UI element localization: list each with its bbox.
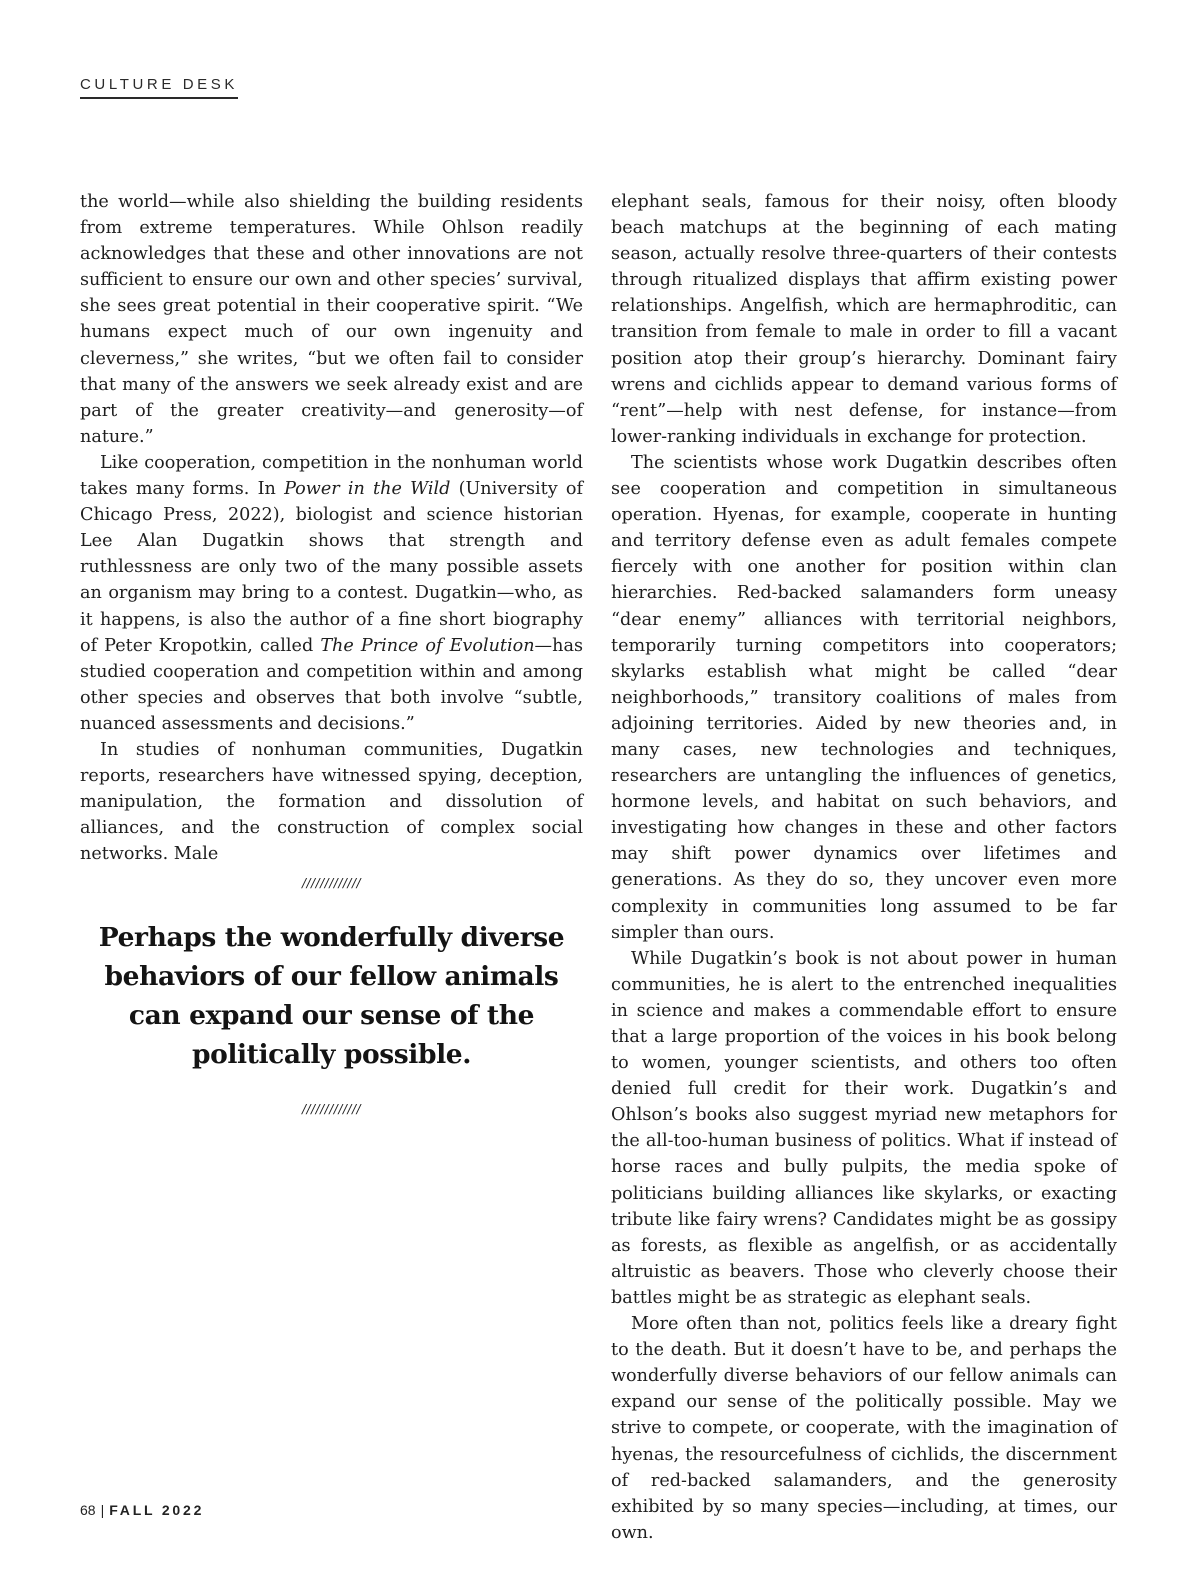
pull-quote-divider-top: ///////////// — [301, 876, 362, 890]
footer-separator: | — [100, 1502, 105, 1518]
pull-quote: Perhaps the wonderfully diverse behaviors of our fellow animals can expand our sense of the politically possible. — [98, 922, 565, 1070]
paragraph: While Dugatkin’s book is not about power in human communities, he is alert to the entrenched inequalities in science and makes a commendable effort to ensure that a large proportion of the voices in his book belong to women, younger scientists, and others too often denied full credit for their work. Dugatkin’s and Ohlson’s books also suggest myriad new metaphors for the all-too-human business of politics. What if instead of horse races and bully pulpits, the media spoke of politicians building alliances like skylarks, or exacting tribute like fairy wrens? Candidates might be as gossipy as forests, as flexible as angelfish, or as accidentally altruistic as beavers. Those who cleverly choose their battles might be as strategic as elephant seals. — [611, 948, 1117, 1308]
page-footer — [80, 1502, 204, 1518]
section-label: CULTURE DESK — [80, 76, 238, 99]
paragraph: More often than not, politics feels like a dreary fight to the death. But it doesn’t have to be, and perhaps the wonderfully diverse behaviors of our fellow animals can expand our sense of the politically possible. May we strive to compete, or cooperate, with the imagination of hyenas, the resourcefulness of cichlids, the discernment of red-backed salamanders, and the generosity exhibited by so many species—including, at times, our own. — [611, 1314, 1117, 1543]
paragraph — [80, 450, 583, 737]
paragraph — [80, 189, 583, 450]
paragraph-text: the world—while also shielding the building residents from extreme temperatures. While Ohlson readily acknowledges that these and other innovations are not sufficient to ensure our own and other species’ survival, she sees great potential in their cooperative spirit. “We humans expect much of our own ingenuity and cleverness,” she writes, “but we often fail to consider that many of the answers we seek already exist and are part of the greater creativity—and generosity—of nature.” — [80, 192, 583, 447]
paragraph-text: Like cooperation, competition in the nonhuman world takes many forms. In — [80, 452, 583, 500]
left-column — [80, 189, 583, 867]
paragraph-text: —has studied cooperation and competition within and among other species and observes that both involve “subtle, nuanced assessments and decisions.” — [80, 635, 583, 734]
issue-label: FALL 2022 — [109, 1502, 205, 1518]
paragraph: The scientists whose work Dugatkin describes often see cooperation and competition in simultaneous operation. Hyenas, for example, cooperate in hunting and territory defense even as adult females compete fiercely with one another for position within clan hierarchies. Red-backed salamanders form uneasy “dear enemy” alliances with territorial neighbors, temporarily turning competitors into cooperators; skylarks establish what might be called “dear neighborhoods,” transitory coalitions of males from adjoining territories. Aided by new theories and, in many cases, new technologies and techniques, researchers are untangling the influences of genetics, hormone levels, and habitat on such behaviors, and investigating how changes in these and other factors may shift power dynamics over lifetimes and generations. As they do so, they uncover even more complexity in communities long assumed to be far simpler than ours. — [611, 452, 1117, 943]
book-title: Power in the Wild — [284, 479, 451, 500]
paragraph-text: In studies of nonhuman communities, Dugatkin reports, researchers have witnessed spying, deception, manipulation, the formation and dissolution of alliances, and the construction of complex social networks. Male — [80, 739, 583, 865]
paragraph: elephant seals, famous for their noisy, often bloody beach matchups at the beginning of each mating season, actually resolve three-quarters of their contests through ritualized displays that affirm existing power relationships. Angelfish, which are hermaphroditic, can transition from female to male in order to fill a vacant position atop their group’s hierarchy. Dominant fairy wrens and cichlids appear to demand various forms of “rent”—help with nest defense, for instance—from lower-ranking individuals in exchange for protection. — [611, 192, 1117, 447]
right-column — [611, 189, 1117, 1546]
paragraph — [80, 737, 583, 867]
pull-quote-divider-bottom: ///////////// — [301, 1102, 362, 1116]
book-title: The Prince of Evolution — [320, 635, 535, 656]
page-number: 68 — [80, 1502, 96, 1518]
paragraph-text: (University of Chicago Press, 2022), biologist and science historian Lee Alan Dugatkin shows that strength and ruthlessness are only two of the many possible assets an organism may bring to a contest. Dugatkin—who, as it happens, is also the author of a fine short biography of Peter Kropotkin, called — [80, 479, 583, 656]
